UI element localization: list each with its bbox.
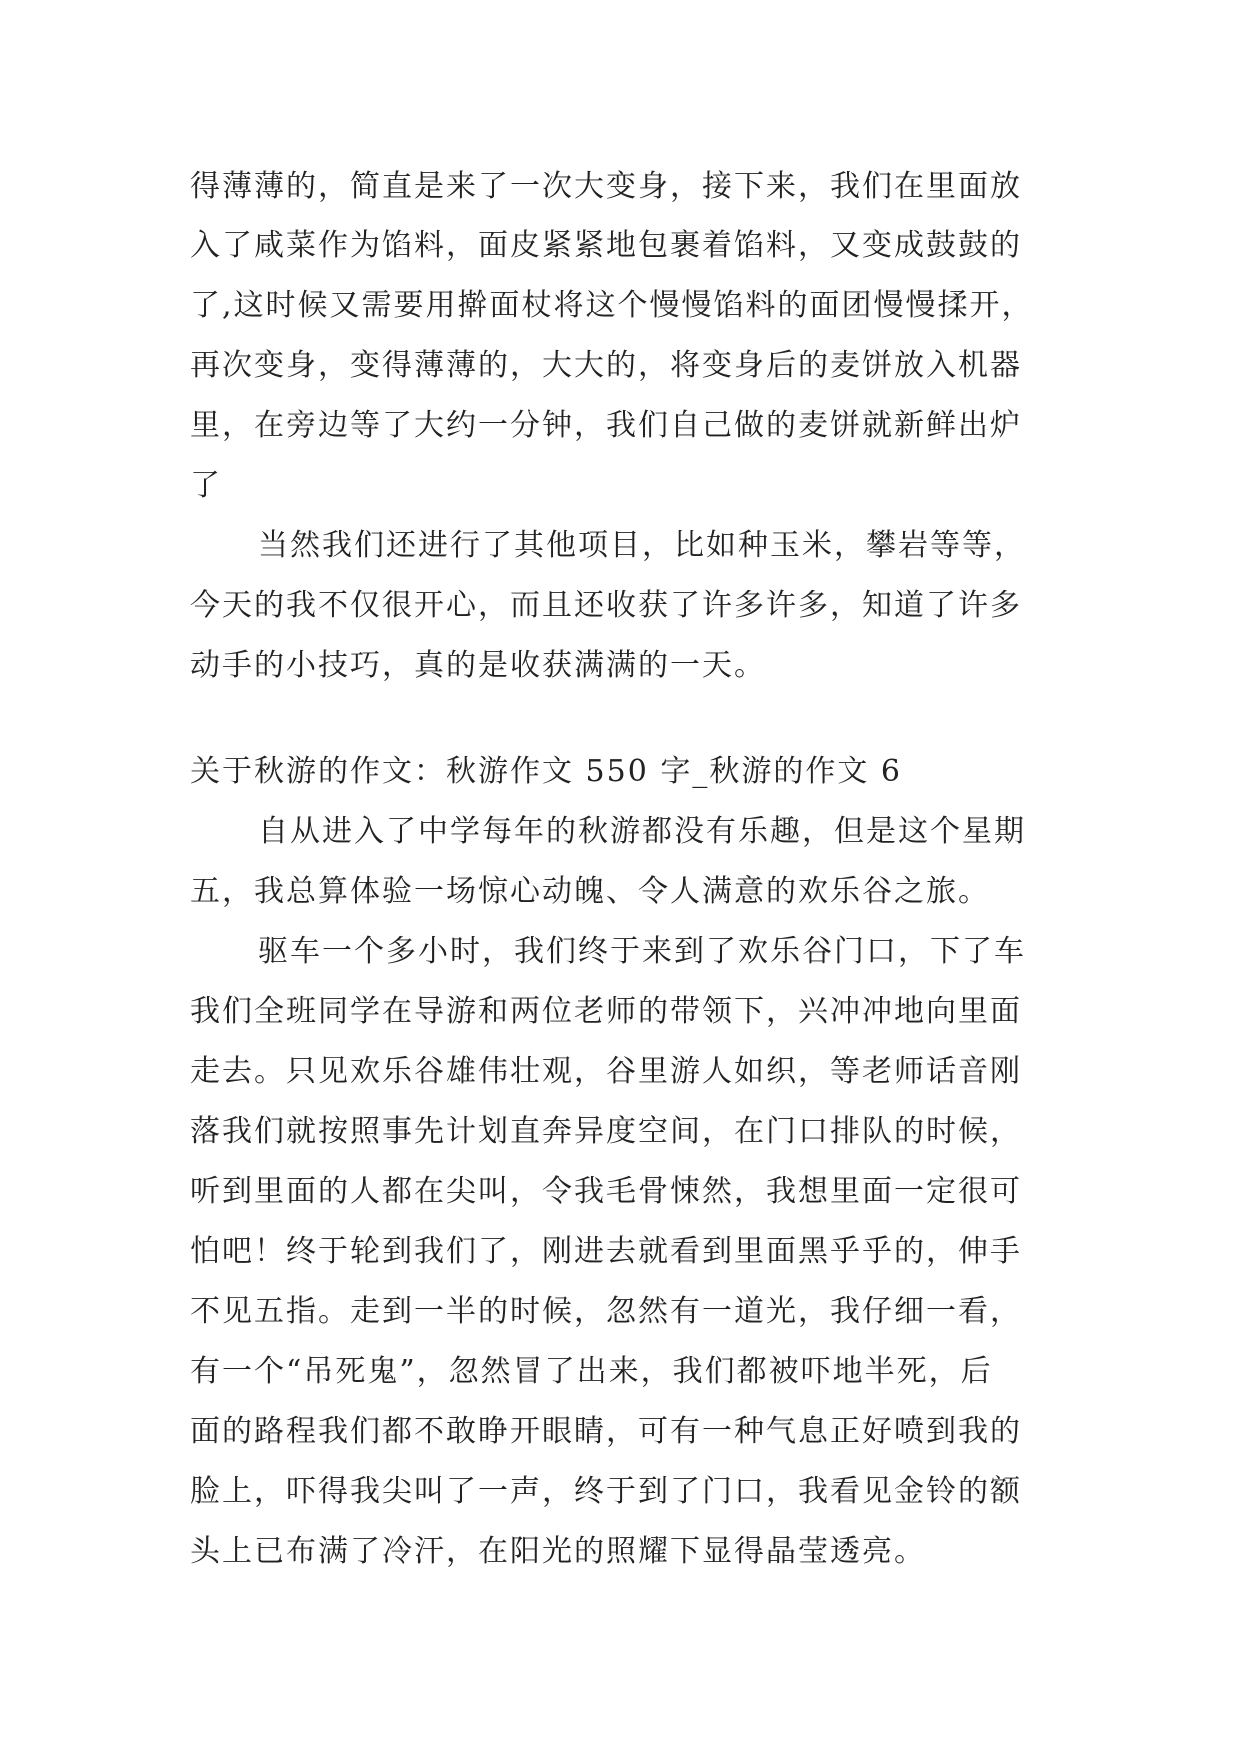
paragraph-line: 我们全班同学在导游和两位老师的带领下，兴冲冲地向里面 (190, 994, 1022, 1029)
paragraph-line: 头上已布满了冷汗，在阳光的照耀下显得晶莹透亮。 (190, 1534, 926, 1569)
paragraph-line: 脸上，吓得我尖叫了一声，终于到了门口，我看见金铃的额 (190, 1474, 1022, 1509)
essay-heading: 关于秋游的作文：秋游作文 550 字_秋游的作文 6 (190, 754, 902, 789)
paragraph-line: 了,这时候又需要用擀面杖将这个慢慢馅料的面团慢慢揉开， (190, 288, 1034, 323)
paragraph-line: 五，我总算体验一场惊心动魄、令人满意的欢乐谷之旅。 (190, 874, 990, 909)
paragraph-line: 有一个“吊死鬼”，忽然冒了出来，我们都被吓地半死，后 (190, 1354, 993, 1389)
paragraph-line: 怕吧！终于轮到我们了，刚进去就看到里面黑乎乎的，伸手 (190, 1234, 1022, 1269)
paragraph-line: 走去。只见欢乐谷雄伟壮观，谷里游人如织，等老师话音刚 (190, 1054, 1022, 1089)
paragraph-line: 动手的小技巧，真的是收获满满的一天。 (190, 648, 766, 683)
paragraph-line: 当然我们还进行了其他项目，比如种玉米，攀岩等等， (258, 528, 1026, 563)
paragraph-line: 再次变身，变得薄薄的，大大的，将变身后的麦饼放入机器 (190, 348, 1022, 383)
paragraph-line: 里，在旁边等了大约一分钟，我们自己做的麦饼就新鲜出炉 (190, 408, 1022, 443)
paragraph-line: 落我们就按照事先计划直奔异度空间，在门口排队的时候， (190, 1114, 1022, 1149)
paragraph-line: 面的路程我们都不敢睁开眼睛，可有一种气息正好喷到我的 (190, 1414, 1022, 1449)
paragraph-line: 听到里面的人都在尖叫，令我毛骨悚然，我想里面一定很可 (190, 1174, 1022, 1209)
paragraph-line: 今天的我不仅很开心，而且还收获了许多许多，知道了许多 (190, 588, 1022, 623)
paragraph-line: 得薄薄的，简直是来了一次大变身，接下来，我们在里面放 (190, 169, 1022, 204)
paragraph-line: 不见五指。走到一半的时候，忽然有一道光，我仔细一看， (190, 1294, 1022, 1329)
paragraph-line: 入了咸菜作为馅料，面皮紧紧地包裹着馅料，又变成鼓鼓的 (190, 228, 1022, 263)
paragraph-line: 自从进入了中学每年的秋游都没有乐趣，但是这个星期 (258, 814, 1026, 849)
paragraph-line: 驱车一个多小时，我们终于来到了欢乐谷门口，下了车 (258, 934, 1026, 969)
paragraph-line: 了 (190, 468, 222, 503)
